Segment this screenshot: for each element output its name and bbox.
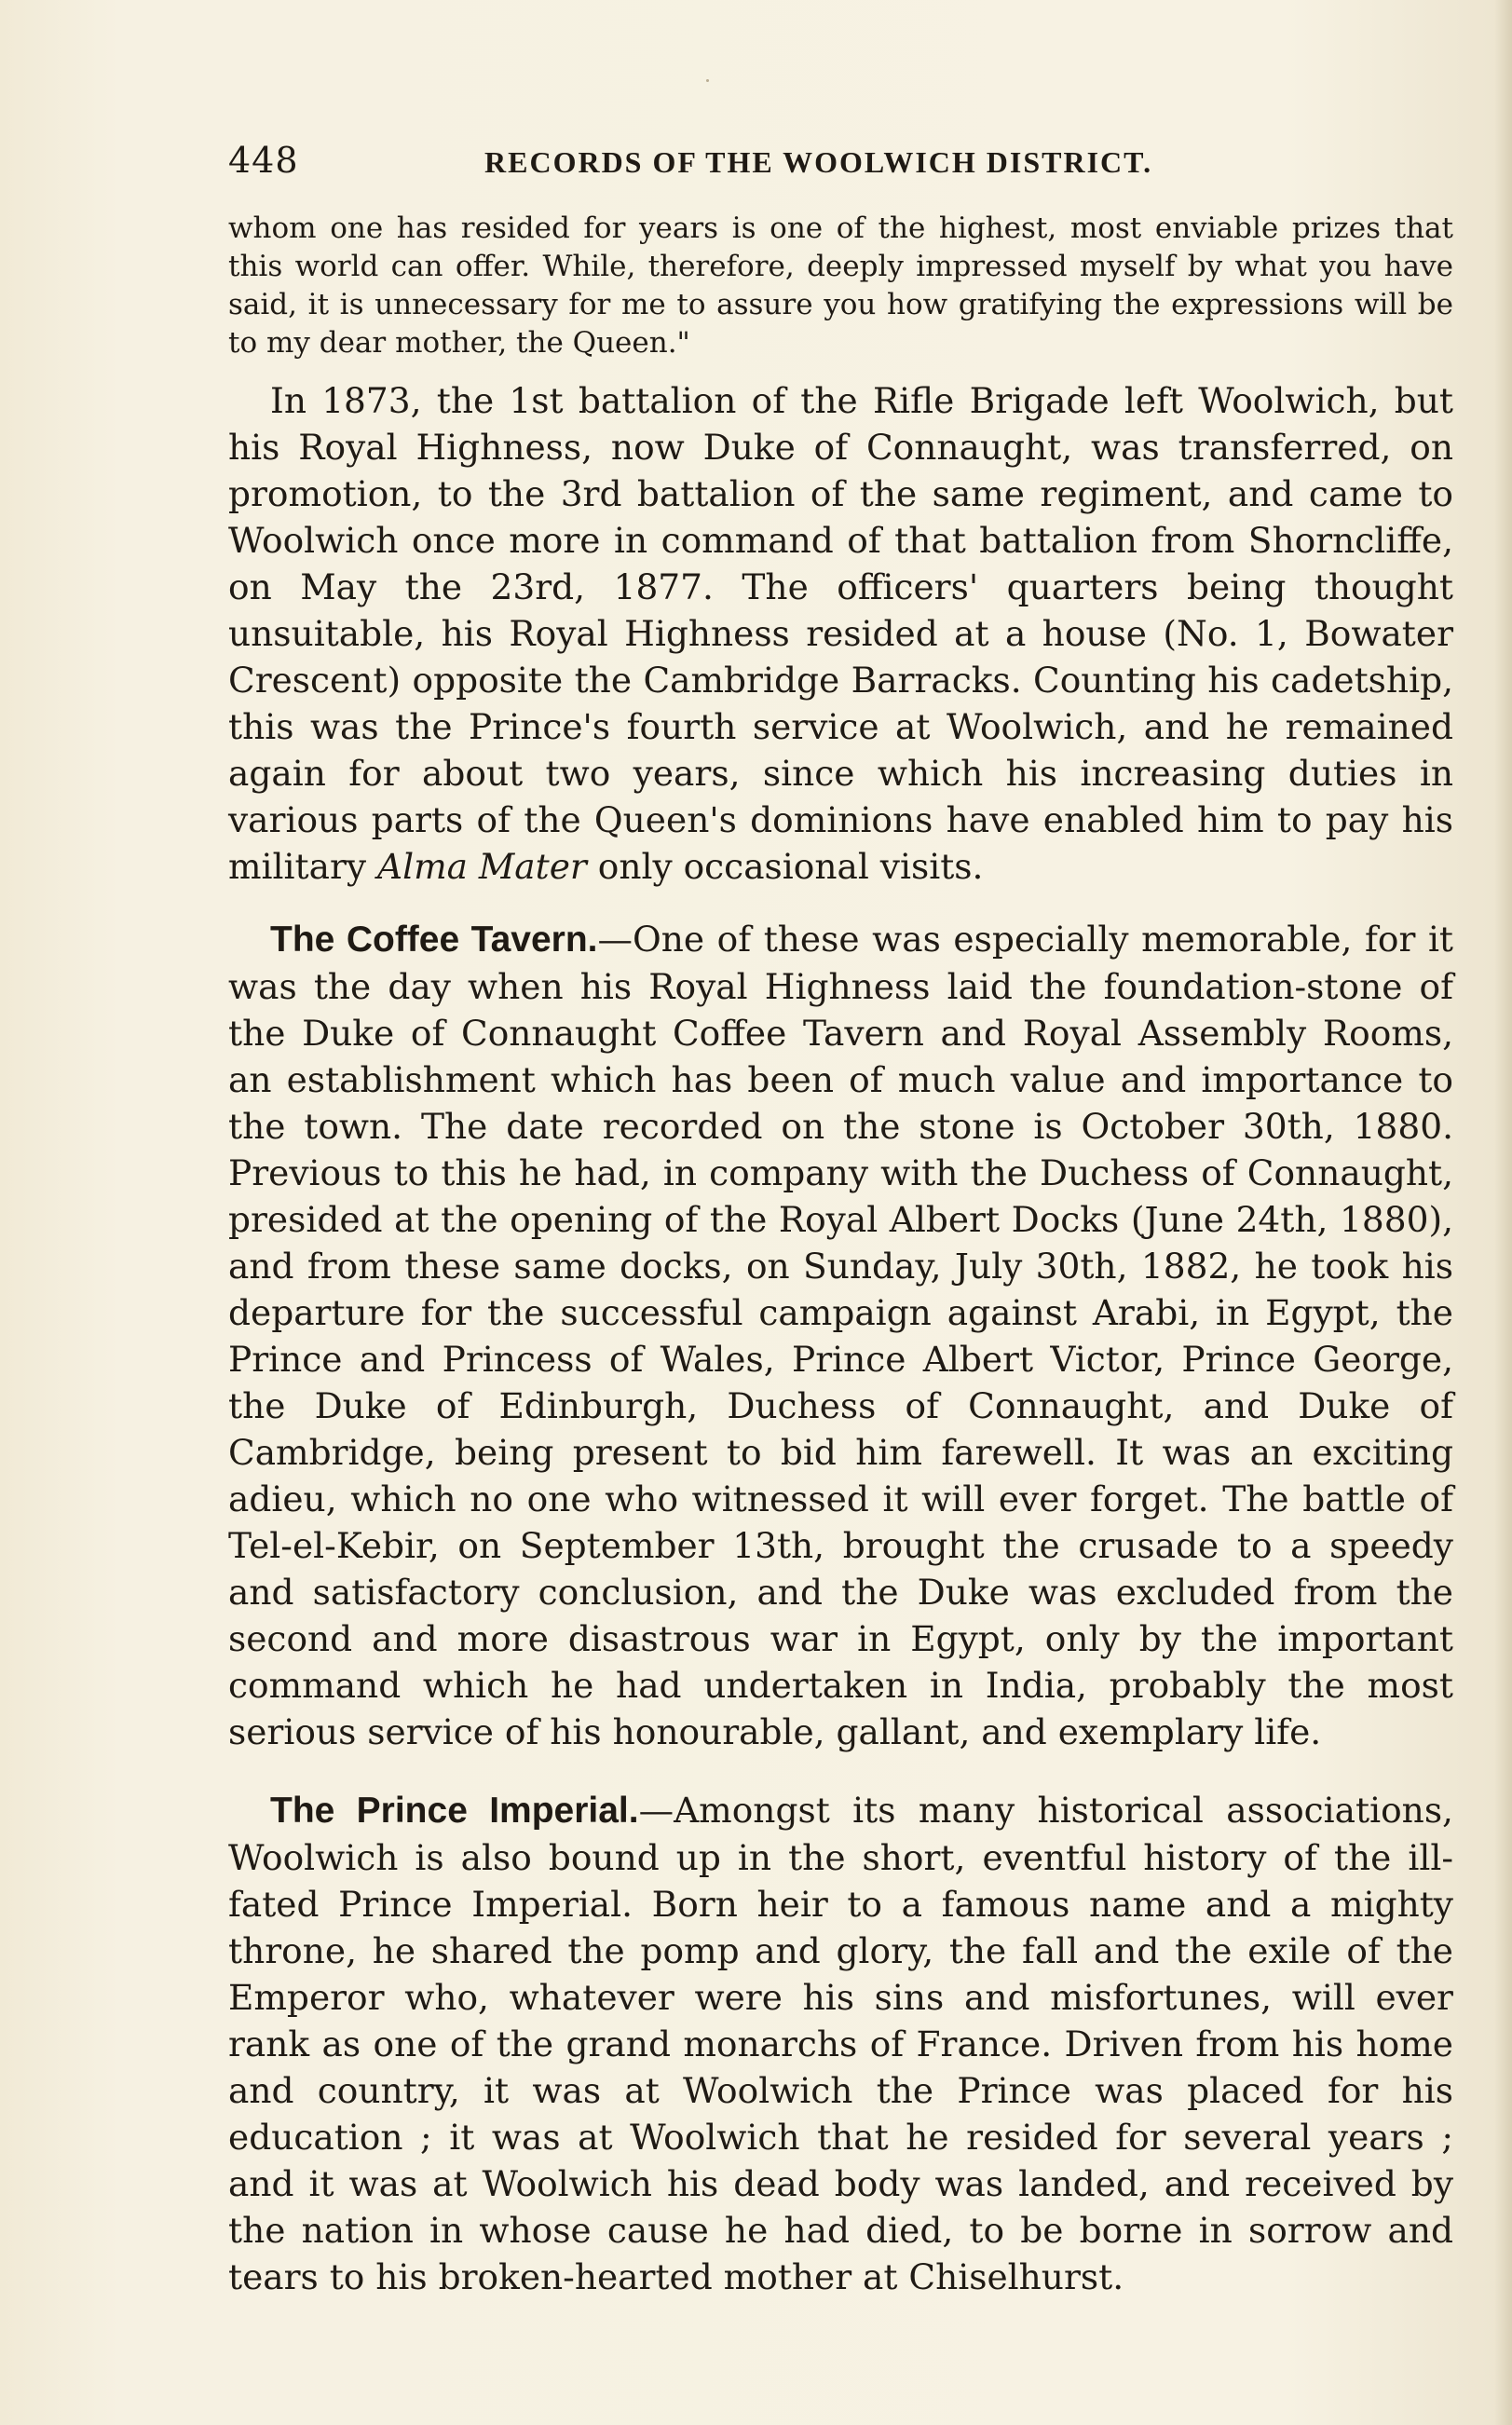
page-edge-shadow [1495, 0, 1512, 2425]
section-prince-imperial [228, 1787, 1453, 2300]
paper-speck [706, 79, 709, 82]
section-text-prince-imperial: —Amongst its many historical associations, Woolwich is also bound up in the short, eventful history of the ill-fated Prince Imperial. Born heir to a famous name and a mighty throne, he shared the pomp and glory, the fall and the exile of the Emperor who, whatever were his sins and misfortunes, will ever rank as one of the grand monarchs of France. Driven from his home and country, it was at Woolwich the Prince was placed for his education ; it was at Woolwich that he resided for several years ; and it was at Woolwich his dead body was landed, and received by the nation in whose cause he had died, to be borne in sorrow and tears to his broken-hearted mother at Chiselhurst. [228, 1790, 1453, 2297]
section-title-prince-imperial: The Prince Imperial. [270, 1791, 639, 1831]
page-number: 448 [228, 140, 299, 181]
page-header [228, 140, 1467, 196]
quote-continuation-block [228, 210, 1453, 362]
paragraph-text-before: In 1873, the 1st battalion of the Rifle Brigade left Woolwich, but his Royal Highness, now Duke of Connaught, was transferred, on promotion, to the 3rd battalion of the same regiment, and came to Woolwich once more in command of that battalion from Shorncliffe, on May the 23rd, 1877. The officers' quarters being thought unsuitable, his Royal Highness resided at a house (No. 1, Bowater Crescent) opposite the Cambridge Barracks. Counting his cadetship, this was the Prince's fourth service at Woolwich, and he remained again for about two years, since which his increasing duties in various parts of the Queen's dominions have enabled him to pay his military [228, 380, 1453, 887]
section-title-coffee-tavern: The Coffee Tavern. [270, 920, 598, 960]
alma-mater-italic: Alma Mater [377, 846, 587, 887]
section-coffee-tavern [228, 916, 1453, 1755]
section-text-coffee-tavern: —One of these was especially memorable, for it was the day when his Royal Highness laid the foundation-stone of the Duke of Connaught Coffee Tavern and Royal Assembly Rooms, an establishment which has been of much value and importance to the town. The date recorded on the stone is October 30th, 1880. Previous to this he had, in company with the Duchess of Connaught, presided at the opening of the Royal Albert Docks (June 24th, 1880), and from these same docks, on Sunday, July 30th, 1882, he took his departure for the successful campaign against Arabi, in Egypt, the Prince and Princess of Wales, Prince Albert Victor, Prince George, the Duke of Edinburgh, Duchess of Connaught, and Duke of Cambridge, being present to bid him farewell. It was an exciting adieu, which no one who witnessed it will ever forget. The battle of Tel-el-Kebir, on September 13th, brought the crusade to a speedy and satisfactory conclusion, and the Duke was excluded from the second and more disastrous war in Egypt, only by the important command which he had undertaken in India, probably the most serious service of his honourable, gallant, and exemplary life. [228, 919, 1454, 1752]
quote-continuation: whom one has resided for years is one of the highest, most enviable prizes that this world can offer. While, therefore, deeply impressed myself by what you have said, it is unnecessary for me to assure you how gratifying the expressions will be to my dear mother, the Queen." [228, 211, 1453, 360]
running-head: RECORDS OF THE WOOLWICH DISTRICT. [484, 145, 1153, 179]
paragraph-connaught-1873 [228, 377, 1453, 890]
main-text [228, 377, 1453, 2300]
paragraph-text-after: only occasional visits. [586, 846, 984, 887]
